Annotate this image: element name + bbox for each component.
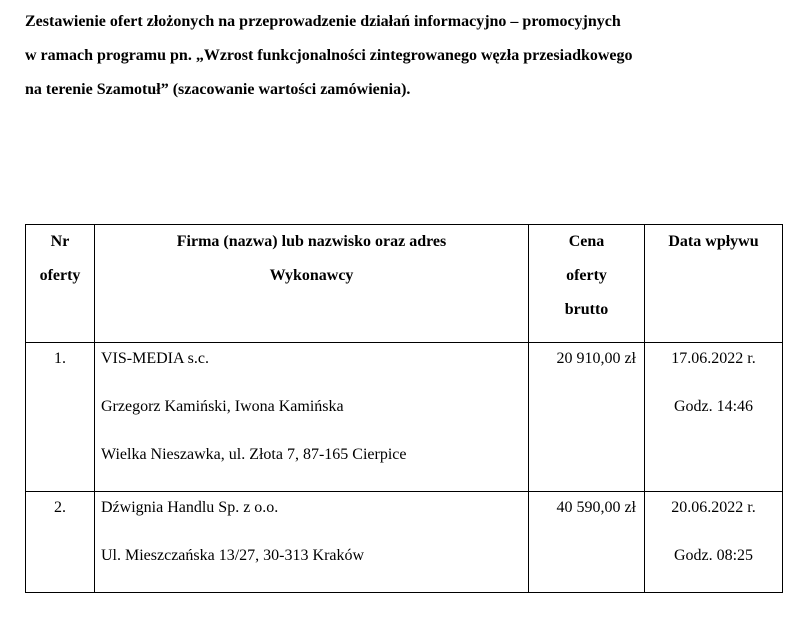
receipt-time: Godz. 14:46 bbox=[673, 398, 754, 415]
header-price-line: oferty bbox=[566, 267, 607, 284]
cell-contractor bbox=[95, 492, 529, 593]
header-nr bbox=[26, 225, 95, 343]
offers-table bbox=[25, 224, 783, 593]
contractor-line: Grzegorz Kamiński, Iwona Kamińska bbox=[101, 398, 344, 415]
cell-gross-price: 40 590,00 zł bbox=[529, 492, 645, 593]
cell-receipt-date bbox=[645, 343, 783, 492]
contractor-line: VIS-MEDIA s.c. bbox=[101, 350, 209, 367]
header-date-line: Data wpływu bbox=[668, 233, 759, 250]
contractor-line: Dźwignia Handlu Sp. z o.o. bbox=[101, 499, 279, 516]
header-date bbox=[645, 225, 783, 343]
table-row bbox=[26, 492, 783, 593]
cell-offer-number: 2. bbox=[26, 492, 95, 593]
table-header-row bbox=[26, 225, 783, 343]
table-row bbox=[26, 343, 783, 492]
header-firm-line: Firma (nazwa) lub nazwisko oraz adres bbox=[176, 233, 447, 250]
cell-contractor bbox=[95, 343, 529, 492]
cell-offer-number: 1. bbox=[26, 343, 95, 492]
cell-receipt-date bbox=[645, 492, 783, 593]
header-firm bbox=[95, 225, 529, 343]
header-price-line: Cena bbox=[568, 233, 605, 250]
receipt-date: 17.06.2022 r. bbox=[671, 350, 756, 367]
heading-line-1: Zestawienie ofert złożonych na przeprowadzenie działań informacyjno – promocyjnych bbox=[25, 13, 621, 30]
heading-line-2: w ramach programu pn. „Wzrost funkcjonalności zintegrowanego węzła przesiadkowego bbox=[25, 47, 633, 64]
header-price bbox=[529, 225, 645, 343]
receipt-date: 20.06.2022 r. bbox=[671, 499, 756, 516]
heading-line-3: na terenie Szamotuł” (szacowanie wartości zamówienia). bbox=[25, 81, 411, 98]
header-firm-line: Wykonawcy bbox=[269, 267, 354, 284]
cell-gross-price: 20 910,00 zł bbox=[529, 343, 645, 492]
document-heading bbox=[25, 5, 795, 107]
contractor-line: Wielka Nieszawka, ul. Złota 7, 87-165 Cierpice bbox=[101, 446, 407, 463]
header-price-line: brutto bbox=[564, 301, 609, 318]
contractor-line: Ul. Mieszczańska 13/27, 30-313 Kraków bbox=[101, 547, 365, 564]
receipt-time: Godz. 08:25 bbox=[673, 547, 754, 564]
header-nr-line: Nr bbox=[50, 233, 70, 250]
header-nr-line: oferty bbox=[39, 267, 81, 284]
